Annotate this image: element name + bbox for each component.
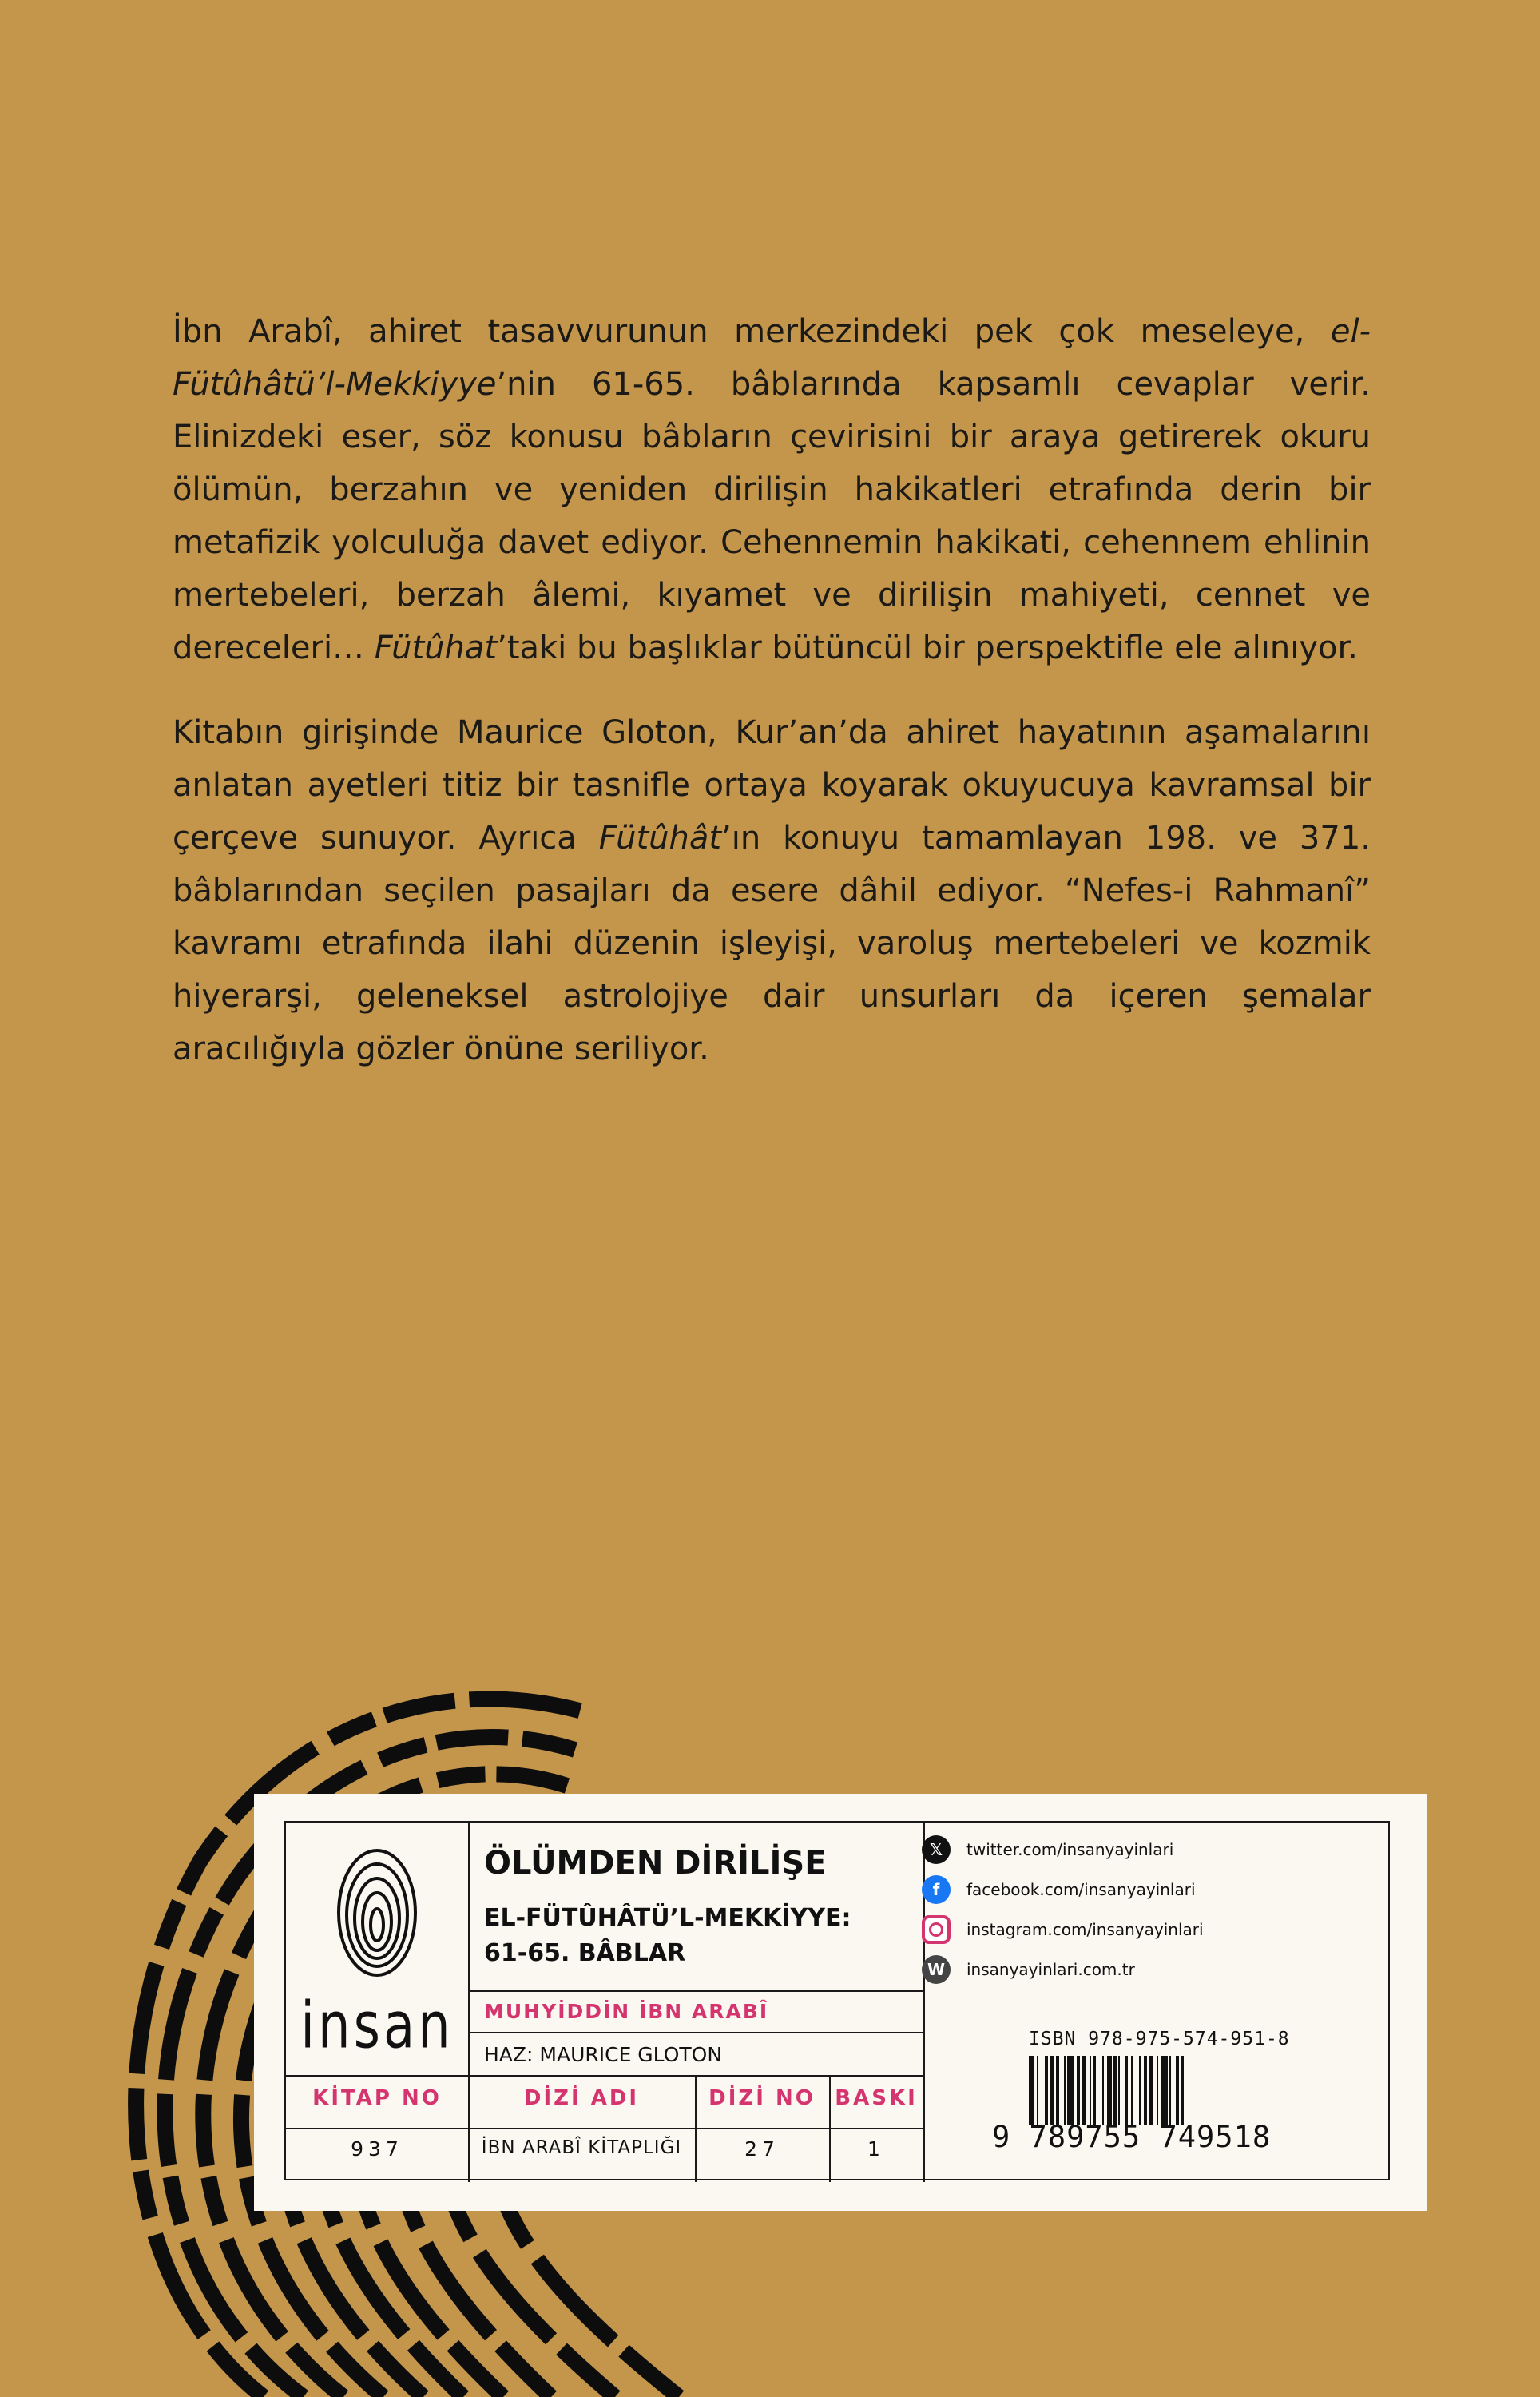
facebook-icon: f (922, 1875, 951, 1904)
barcode-bar (1161, 2056, 1168, 2125)
italic-title: Fütûhât (598, 820, 722, 857)
web-icon: W (922, 1955, 951, 1984)
barcode-bar (1107, 2056, 1112, 2125)
italic-title: el-Fütûhâtü’l-Mekkiyye (173, 313, 1371, 403)
isbn-label: ISBN 978-975-574-951-8 (1029, 2029, 1290, 2049)
barcode-bar (1139, 2056, 1141, 2125)
barcode-bar (1125, 2056, 1128, 2125)
barcode-bar (1064, 2056, 1066, 2125)
barcode-bar (1029, 2056, 1034, 2125)
barcode-bar (1157, 2056, 1158, 2125)
barcode-bar (1067, 2056, 1074, 2125)
book-title: ÖLÜMDEN DİRİLİŞE (484, 1845, 827, 1882)
blurb-paragraph-2: Kitabın girişinde Maurice Gloton, Kur’an’da ahiret hayatının aşamalarını anlatan ayetleri titiz bir tasnifle ortaya koyarak okuyucuya kavramsal bir çerçeve sunuyor. Ayrıca Fütûhât’ın konuyu tamamlayan 198. ve 371. bâblarından seçilen pasajları da esere dâhil ediyor. “Nefes-i Rahmanî” kavramı etrafında ilahi düzenin işleyişi, varoluş mertebeleri ve kozmik hiyerarşi, geleneksel astrolojiye dair unsurları da içeren şemalar aracılığıyla gözler önüne seriliyor. (173, 714, 1371, 1067)
header-baski: BASKI (835, 2086, 918, 2110)
barcode-bar (1131, 2056, 1133, 2125)
barcode-bar (1093, 2056, 1096, 2125)
book-editor: HAZ: MAURICE GLOTON (484, 2043, 723, 2066)
info-table (284, 1821, 1390, 2180)
barcode-bar (1176, 2056, 1179, 2125)
value-dizi-no: 27 (744, 2137, 780, 2160)
barcode-bar (1102, 2056, 1104, 2125)
barcode-number: 9 789755 749518 (992, 2120, 1272, 2154)
value-baski: 1 (867, 2137, 885, 2160)
social-instagram[interactable]: instagram.com/insanyayinlari (922, 1915, 1204, 1944)
x-twitter-icon: 𝕏 (922, 1835, 951, 1864)
book-author: MUHYİDDİN İBN ARABÎ (484, 2000, 769, 2023)
book-info-panel (254, 1794, 1427, 2211)
header-dizi-adi: DİZİ ADI (523, 2086, 640, 2110)
fingerprint-logo-icon (334, 1845, 420, 1981)
barcode-bar (1045, 2056, 1048, 2125)
publisher-name: insan (300, 1989, 454, 2064)
header-dizi-no: DİZİ NO (708, 2086, 816, 2110)
header-kitap-no: KİTAP NO (312, 2086, 442, 2110)
value-dizi-adi: İBN ARABÎ KİTAPLIĞI (481, 2137, 682, 2158)
barcode-bar (1077, 2056, 1080, 2125)
barcode-bar (1050, 2056, 1054, 2125)
blurb-paragraph-1: İbn Arabî, ahiret tasavvurunun merkezindeki pek çok meseleye, el-Fütûhâtü’l-Mekkiyye’nin 61-65. bâblarında kapsamlı cevaplar verir. Elinizdeki eser, söz konusu bâbların çevirisini bir araya getirerek okuru ölümün, berzahın ve yeniden dirilişin hakikatleri etrafında derin bir metafizik yolculuğa davet ediyor. Cehennemin hakikati, cehennem ehlinin mertebeleri, berzah âlemi, kıyamet ve dirilişin mahiyeti, cennet ve dereceleri… Fütûhat’taki bu başlıklar bütüncül bir perspektifle ele alınıyor. (173, 313, 1371, 666)
barcode-bar (1149, 2056, 1153, 2125)
instagram-icon (922, 1915, 951, 1944)
value-kitap-no: 937 (351, 2137, 403, 2160)
barcode-bar (1056, 2056, 1059, 2125)
italic-title: Fütûhat (374, 630, 498, 666)
publisher-logo (286, 1823, 468, 2075)
social-website[interactable]: W insanyayinlari.com.tr (922, 1955, 1135, 1984)
barcode (1029, 2056, 1305, 2125)
book-subtitle: EL-FÜTÛHÂTÜ’L-MEKKİYYE: 61-65. BÂBLAR (484, 1904, 851, 1967)
barcode-bar (1118, 2056, 1120, 2125)
barcode-bar (1144, 2056, 1147, 2125)
social-twitter[interactable]: 𝕏 twitter.com/insanyayinlari (922, 1835, 1173, 1864)
barcode-bar (1090, 2056, 1091, 2125)
social-facebook[interactable]: f facebook.com/insanyayinlari (922, 1875, 1196, 1904)
back-cover-blurb (173, 305, 1371, 1107)
barcode-bar (1082, 2056, 1086, 2125)
barcode-bar (1181, 2056, 1184, 2125)
barcode-bar (1037, 2056, 1038, 2125)
barcode-bar (1113, 2056, 1117, 2125)
barcode-bar (1169, 2056, 1171, 2125)
